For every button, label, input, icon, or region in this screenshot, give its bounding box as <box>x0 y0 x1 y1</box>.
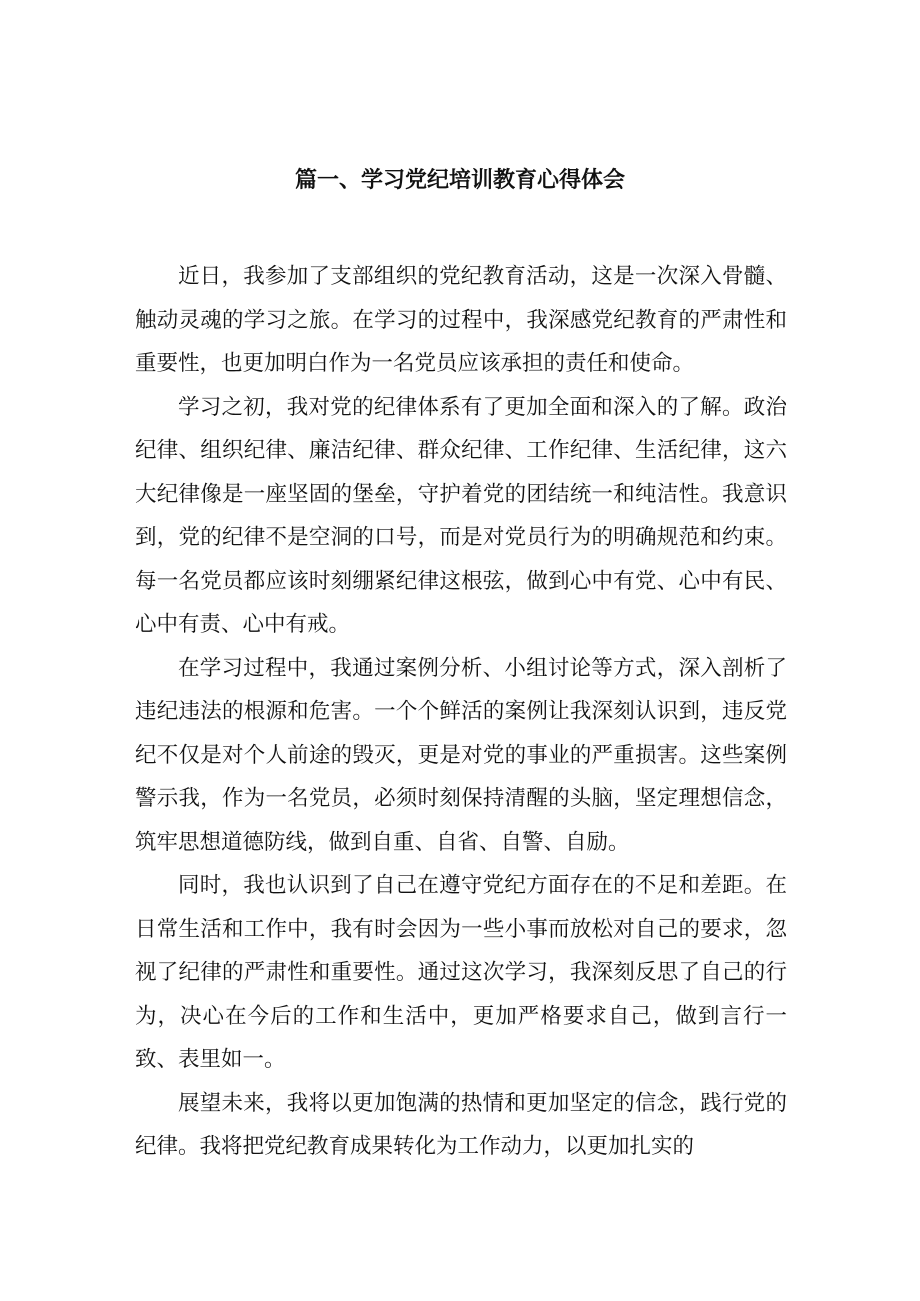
paragraph: 近日，我参加了支部组织的党纪教育活动，这是一次深入骨髓、触动灵魂的学习之旅。在学习的过程中，我深感党纪教育的严肃性和重要性，也更加明白作为一名党员应该承担的责任和使命。 <box>135 264 787 376</box>
paragraph: 在学习过程中，我通过案例分析、小组讨论等方式，深入剖析了违纪违法的根源和危害。一个个鲜活的案例让我深刻认识到，违反党纪不仅是对个人前途的毁灭，更是对党的事业的严重损害。这些案例警示我，作为一名党员，必须时刻保持清醒的头脑，坚定理想信念，筑牢思想道德防线，做到自重、自省、自警、自励。 <box>135 655 787 855</box>
paragraph: 学习之初，我对党的纪律体系有了更加全面和深入的了解。政治纪律、组织纪律、廉洁纪律、群众纪律、工作纪律、生活纪律，这六大纪律像是一座坚固的堡垒，守护着党的团结统一和纯洁性。我意识到，党的纪律不是空洞的口号，而是对党员行为的明确规范和约束。每一名党员都应该时刻绷紧纪律这根弦，做到心中有党、心中有民、心中有责、心中有戒。 <box>135 394 787 637</box>
paragraph: 展望未来，我将以更加饱满的热情和更加坚定的信念，践行党的纪律。我将把党纪教育成果转化为工作动力，以更加扎实的 <box>135 1090 787 1159</box>
document-body <box>135 255 787 1169</box>
document-title: 篇一、学习党纪培训教育心得体会 <box>294 168 625 193</box>
paragraph: 同时，我也认识到了自己在遵守党纪方面存在的不足和差距。在日常生活和工作中，我有时会因为一些小事而放松对自己的要求，忽视了纪律的严肃性和重要性。通过这次学习，我深刻反思了自己的行为，决心在今后的工作和生活中，更加严格要求自己，做到言行一致、表里如一。 <box>135 873 787 1072</box>
